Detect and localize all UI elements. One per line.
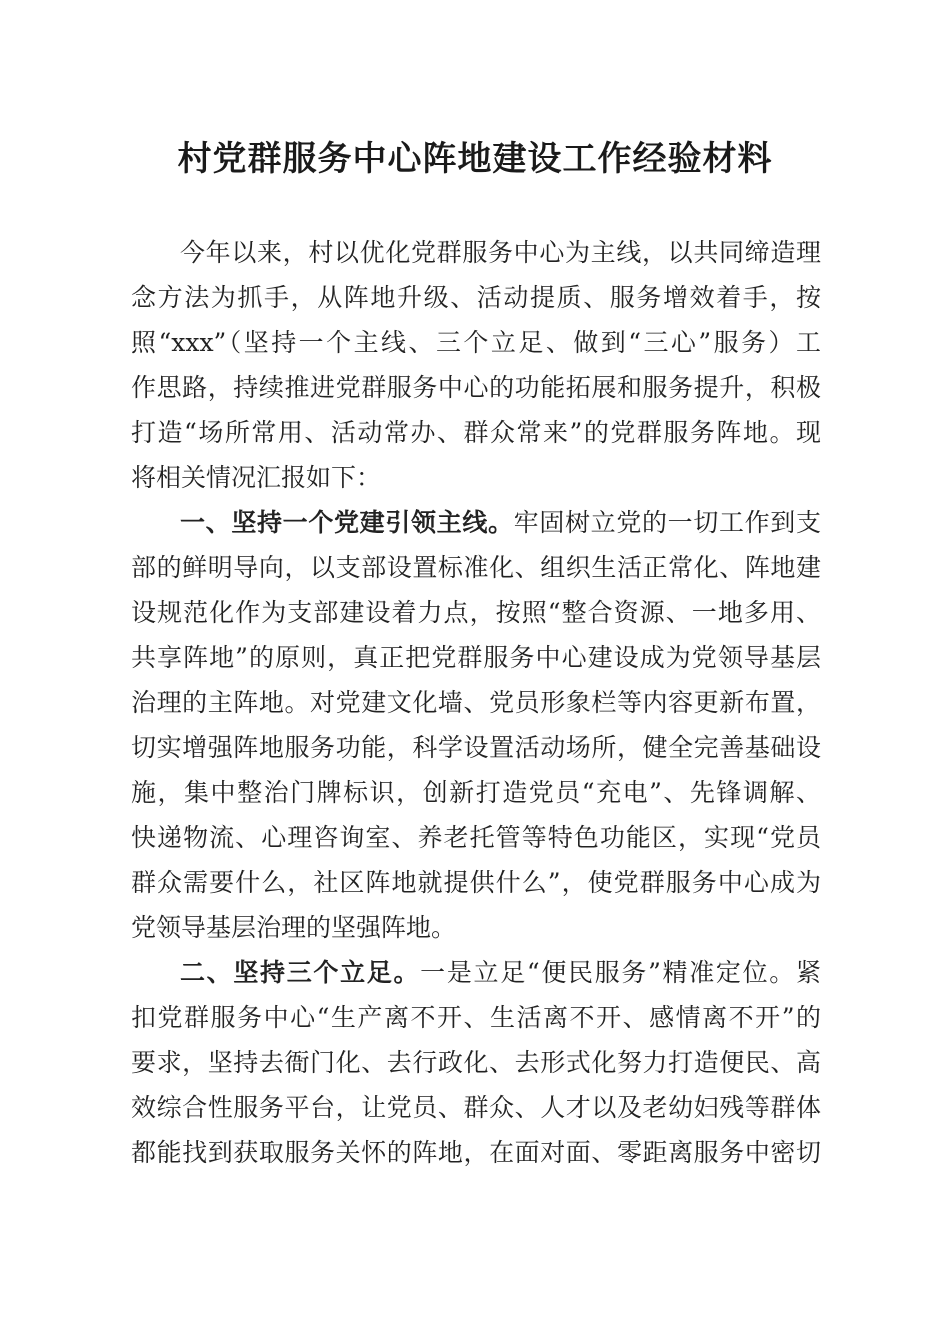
intro-line: 作思路，持续推进党群服务中心的功能拓展和服务提升，积极 (131, 373, 821, 402)
section2-line: 都能找到获取服务关怀的阵地，在面对面、零距离服务中密切 (131, 1138, 821, 1167)
section1-line: 党领导基层治理的坚强阵地。 (131, 913, 457, 942)
section1-line: 治理的主阵地。对党建文化墙、党员形象栏等内容更新布置， (131, 688, 821, 717)
section1-heading: 一、坚持一个党建引领主线。 (180, 508, 514, 537)
section1-line: 设规范化作为支部建设着力点，按照“整合资源、一地多用、 (131, 598, 821, 627)
intro-line: 照“xxx”（坚持一个主线、三个立足、做到“三心”服务）工 (131, 328, 821, 357)
intro-line: 将相关情况汇报如下： (131, 463, 382, 492)
section1-first-line (180, 500, 821, 546)
intro-line: 今年以来，村以优化党群服务中心为主线，以共同缔造理 (180, 238, 821, 267)
section1-line: 快递物流、心理咨询室、养老托管等特色功能区，实现“党员 (131, 823, 821, 852)
section2-first-line (180, 950, 821, 996)
intro-line: 打造“场所常用、活动常办、群众常来”的党群服务阵地。现 (131, 418, 821, 447)
section2-heading: 二、坚持三个立足。 (180, 958, 421, 987)
section2-line: 要求，坚持去衙门化、去行政化、去形式化努力打造便民、高 (131, 1048, 821, 1077)
section1-line: 共享阵地”的原则，真正把党群服务中心建设成为党领导基层 (131, 643, 821, 672)
section2-line: 效综合性服务平台，让党员、群众、人才以及老幼妇残等群体 (131, 1093, 821, 1122)
section2-first-line-text: 一是立足“便民服务”精准定位。紧 (420, 958, 821, 987)
document-title: 村党群服务中心阵地建设工作经验材料 (177, 139, 773, 179)
section2-line: 扣党群服务中心“生产离不开、生活离不开、感情离不开”的 (131, 1003, 821, 1032)
section1-line: 群众需要什么，社区阵地就提供什么”，使党群服务中心成为 (131, 868, 821, 897)
section1-first-line-text: 牢固树立党的一切工作到支 (513, 508, 821, 537)
section1-line: 施，集中整治门牌标识，创新打造党员“充电”、先锋调解、 (131, 778, 821, 807)
intro-line: 念方法为抓手，从阵地升级、活动提质、服务增效着手，按 (131, 283, 821, 312)
section1-line: 部的鲜明导向，以支部设置标准化、组织生活正常化、阵地建 (131, 553, 821, 582)
section1-line: 切实增强阵地服务功能，科学设置活动场所，健全完善基础设 (131, 733, 821, 762)
